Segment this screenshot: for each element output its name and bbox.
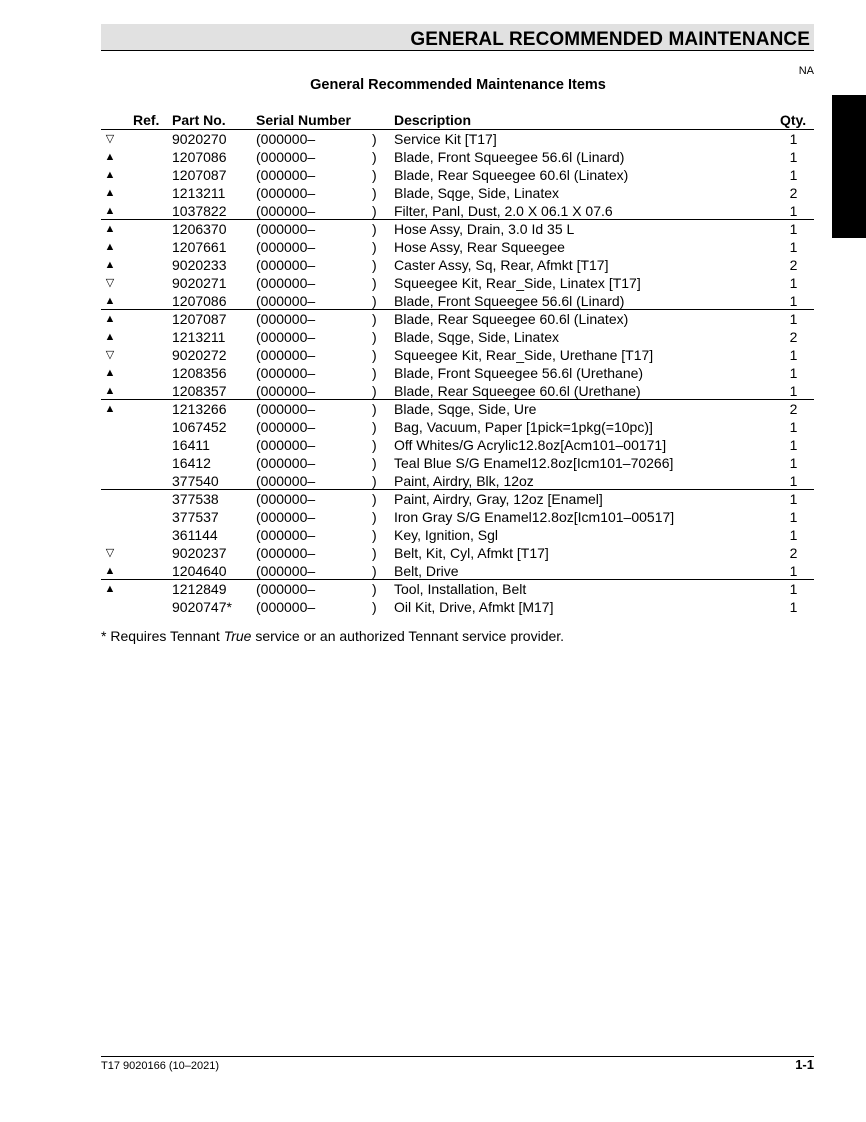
quantity: 1 [789, 347, 798, 363]
table-row [0, 328, 866, 346]
serial-number: (000000– [256, 203, 316, 219]
quantity: 1 [789, 383, 798, 399]
part-number: 9020233 [172, 257, 227, 273]
quantity: 2 [789, 545, 798, 561]
serial-number: (000000– [256, 527, 316, 543]
ref-marker: ▲ [104, 331, 116, 343]
description: Teal Blue S/G Enamel12.8oz[Icm101–70266] [394, 455, 674, 471]
quantity: 1 [789, 599, 798, 615]
ref-marker: ▲ [104, 151, 116, 163]
footnote-prefix: * Requires Tennant [101, 628, 224, 644]
description: Iron Gray S/G Enamel12.8oz[Icm101–00517] [394, 509, 675, 525]
serial-close: ) [372, 527, 377, 543]
serial-number: (000000– [256, 419, 316, 435]
serial-close: ) [372, 275, 377, 291]
footnote-suffix: service or an authorized Tennant service provider. [251, 628, 565, 644]
serial-number: (000000– [256, 167, 316, 183]
ref-marker: ▲ [104, 205, 116, 217]
serial-close: ) [372, 491, 377, 507]
parts-table [0, 130, 866, 616]
table-row [0, 202, 866, 220]
quantity: 2 [789, 329, 798, 345]
serial-number: (000000– [256, 185, 316, 201]
serial-close: ) [372, 509, 377, 525]
serial-number: (000000– [256, 365, 316, 381]
part-number: 9020237 [172, 545, 227, 561]
ref-marker: ▲ [104, 367, 116, 379]
serial-close: ) [372, 185, 377, 201]
column-header-serial: Serial Number [256, 112, 351, 128]
part-number: 377538 [172, 491, 219, 507]
document-id: T17 9020166 (10–2021) [101, 1060, 220, 1072]
part-number: 1207087 [172, 167, 227, 183]
serial-close: ) [372, 401, 377, 417]
table-row [0, 400, 866, 418]
footnote-emphasis: True [223, 628, 252, 644]
description: Belt, Drive [394, 563, 459, 579]
table-row [0, 508, 866, 526]
quantity: 1 [789, 581, 798, 597]
description: Hose Assy, Drain, 3.0 Id 35 L [394, 221, 575, 237]
part-number: 377537 [172, 509, 219, 525]
quantity: 1 [789, 275, 798, 291]
serial-close: ) [372, 383, 377, 399]
quantity: 1 [789, 419, 798, 435]
ref-marker: ▲ [104, 313, 116, 325]
serial-number: (000000– [256, 149, 316, 165]
description: Blade, Sqge, Side, Ure [394, 401, 537, 417]
quantity: 1 [789, 365, 798, 381]
part-number: 1212849 [172, 581, 227, 597]
table-row [0, 454, 866, 472]
part-number: 16412 [172, 455, 211, 471]
description: Squeegee Kit, Rear_Side, Urethane [T17] [394, 347, 654, 363]
part-number: 377540 [172, 473, 219, 489]
table-row [0, 346, 866, 364]
description: Caster Assy, Sq, Rear, Afmkt [T17] [394, 257, 609, 273]
quantity: 1 [789, 239, 798, 255]
quantity: 1 [789, 131, 798, 147]
serial-close: ) [372, 545, 377, 561]
ref-marker: ▲ [104, 583, 116, 595]
serial-close: ) [372, 167, 377, 183]
serial-number: (000000– [256, 545, 316, 561]
part-number: 1213211 [172, 329, 226, 345]
description: Oil Kit, Drive, Afmkt [M17] [394, 599, 554, 615]
quantity: 1 [789, 311, 798, 327]
column-header-part: Part No. [172, 112, 226, 128]
quantity: 1 [789, 491, 798, 507]
page-number: 1-1 [795, 1057, 814, 1072]
table-row [0, 238, 866, 256]
ref-marker: ▲ [104, 385, 116, 397]
description: Service Kit [T17] [394, 131, 497, 147]
serial-number: (000000– [256, 491, 316, 507]
table-row [0, 544, 866, 562]
serial-number: (000000– [256, 275, 316, 291]
table-row [0, 382, 866, 400]
description: Blade, Sqge, Side, Linatex [394, 185, 560, 201]
ref-marker: ▲ [104, 169, 116, 181]
serial-close: ) [372, 365, 377, 381]
ref-marker: ▲ [104, 403, 116, 415]
ref-marker: ▽ [105, 277, 115, 289]
description: Blade, Rear Squeegee 60.6l (Linatex) [394, 311, 629, 327]
part-number: 1213211 [172, 185, 226, 201]
serial-number: (000000– [256, 455, 316, 471]
ref-marker: ▽ [105, 133, 115, 145]
part-number: 1208357 [172, 383, 227, 399]
quantity: 1 [789, 167, 798, 183]
serial-number: (000000– [256, 293, 316, 309]
serial-number: (000000– [256, 473, 316, 489]
quantity: 1 [789, 473, 798, 489]
serial-close: ) [372, 563, 377, 579]
quantity: 1 [789, 509, 798, 525]
serial-close: ) [372, 347, 377, 363]
table-row [0, 598, 866, 616]
table-row [0, 562, 866, 580]
serial-close: ) [372, 257, 377, 273]
quantity: 2 [789, 185, 798, 201]
ref-marker: ▲ [104, 241, 116, 253]
serial-close: ) [372, 221, 377, 237]
ref-marker: ▽ [105, 349, 115, 361]
quantity: 1 [789, 455, 798, 471]
part-number: 16411 [172, 437, 210, 453]
part-number: 1208356 [172, 365, 227, 381]
table-title: General Recommended Maintenance Items [310, 77, 606, 93]
ref-marker: ▲ [104, 295, 116, 307]
region-label: NA [798, 65, 814, 77]
serial-close: ) [372, 239, 377, 255]
serial-number: (000000– [256, 221, 316, 237]
part-number: 1067452 [172, 419, 227, 435]
serial-number: (000000– [256, 257, 316, 273]
footer-divider [101, 1056, 814, 1057]
description: Hose Assy, Rear Squeegee [394, 239, 565, 255]
serial-close: ) [372, 131, 377, 147]
table-row [0, 436, 866, 454]
table-row [0, 130, 866, 148]
table-row [0, 490, 866, 508]
serial-number: (000000– [256, 509, 316, 525]
column-header-qty: Qty. [780, 112, 807, 128]
serial-close: ) [372, 419, 377, 435]
serial-close: ) [372, 329, 377, 345]
part-number: 9020747* [172, 599, 232, 615]
table-row [0, 472, 866, 490]
quantity: 1 [789, 437, 798, 453]
ref-marker: ▲ [104, 565, 116, 577]
table-row [0, 310, 866, 328]
serial-close: ) [372, 311, 377, 327]
column-header-description: Description [394, 112, 472, 128]
description: Blade, Front Squeegee 56.6l (Urethane) [394, 365, 644, 381]
table-row [0, 292, 866, 310]
description: Belt, Kit, Cyl, Afmkt [T17] [394, 545, 549, 561]
description: Tool, Installation, Belt [394, 581, 527, 597]
description: Blade, Sqge, Side, Linatex [394, 329, 560, 345]
description: Key, Ignition, Sgl [394, 527, 499, 543]
serial-close: ) [372, 455, 377, 471]
description: Paint, Airdry, Gray, 12oz [Enamel] [394, 491, 603, 507]
serial-close: ) [372, 599, 377, 615]
table-row [0, 526, 866, 544]
description: Blade, Front Squeegee 56.6l (Linard) [394, 293, 625, 309]
serial-number: (000000– [256, 311, 316, 327]
description: Filter, Panl, Dust, 2.0 X 06.1 X 07.6 [394, 203, 613, 219]
part-number: 1037822 [172, 203, 227, 219]
serial-close: ) [372, 293, 377, 309]
part-number: 1207086 [172, 149, 227, 165]
table-row [0, 418, 866, 436]
serial-number: (000000– [256, 329, 316, 345]
table-row [0, 166, 866, 184]
ref-marker: ▲ [104, 223, 116, 235]
part-number: 1213266 [172, 401, 227, 417]
ref-marker: ▲ [104, 187, 116, 199]
serial-number: (000000– [256, 383, 316, 399]
ref-marker: ▲ [104, 259, 116, 271]
quantity: 1 [789, 203, 798, 219]
quantity: 1 [789, 149, 798, 165]
part-number: 1204640 [172, 563, 227, 579]
serial-number: (000000– [256, 131, 316, 147]
serial-close: ) [372, 149, 377, 165]
part-number: 9020270 [172, 131, 227, 147]
table-row [0, 364, 866, 382]
description: Paint, Airdry, Blk, 12oz [394, 473, 534, 489]
table-row [0, 220, 866, 238]
table-row [0, 274, 866, 292]
serial-number: (000000– [256, 581, 316, 597]
serial-number: (000000– [256, 437, 316, 453]
serial-close: ) [372, 437, 377, 453]
column-header-ref: Ref. [133, 112, 160, 128]
description: Blade, Front Squeegee 56.6l (Linard) [394, 149, 625, 165]
quantity: 1 [789, 527, 798, 543]
part-number: 361144 [172, 527, 218, 543]
serial-close: ) [372, 581, 377, 597]
serial-number: (000000– [256, 563, 316, 579]
description: Squeegee Kit, Rear_Side, Linatex [T17] [394, 275, 641, 291]
serial-number: (000000– [256, 239, 316, 255]
quantity: 2 [789, 401, 798, 417]
page-title: GENERAL RECOMMENDED MAINTENANCE [410, 29, 810, 50]
quantity: 1 [789, 563, 798, 579]
part-number: 9020271 [172, 275, 227, 291]
part-number: 1207087 [172, 311, 227, 327]
table-row [0, 580, 866, 598]
part-number: 1207086 [172, 293, 227, 309]
table-row [0, 148, 866, 166]
quantity: 2 [789, 257, 798, 273]
ref-marker: ▽ [105, 547, 115, 559]
description: Bag, Vacuum, Paper [1pick=1pkg(=10pc)] [394, 419, 653, 435]
serial-number: (000000– [256, 347, 316, 363]
serial-number: (000000– [256, 401, 316, 417]
serial-close: ) [372, 473, 377, 489]
description: Blade, Rear Squeegee 60.6l (Urethane) [394, 383, 641, 399]
table-row [0, 256, 866, 274]
header-bar [101, 24, 814, 51]
table-row [0, 184, 866, 202]
description: Off Whites/G Acrylic12.8oz[Acm101–00171] [394, 437, 667, 453]
part-number: 1206370 [172, 221, 227, 237]
quantity: 1 [789, 221, 798, 237]
description: Blade, Rear Squeegee 60.6l (Linatex) [394, 167, 629, 183]
footnote [101, 628, 564, 644]
serial-number: (000000– [256, 599, 316, 615]
part-number: 1207661 [172, 239, 227, 255]
part-number: 9020272 [172, 347, 227, 363]
quantity: 1 [789, 293, 798, 309]
serial-close: ) [372, 203, 377, 219]
